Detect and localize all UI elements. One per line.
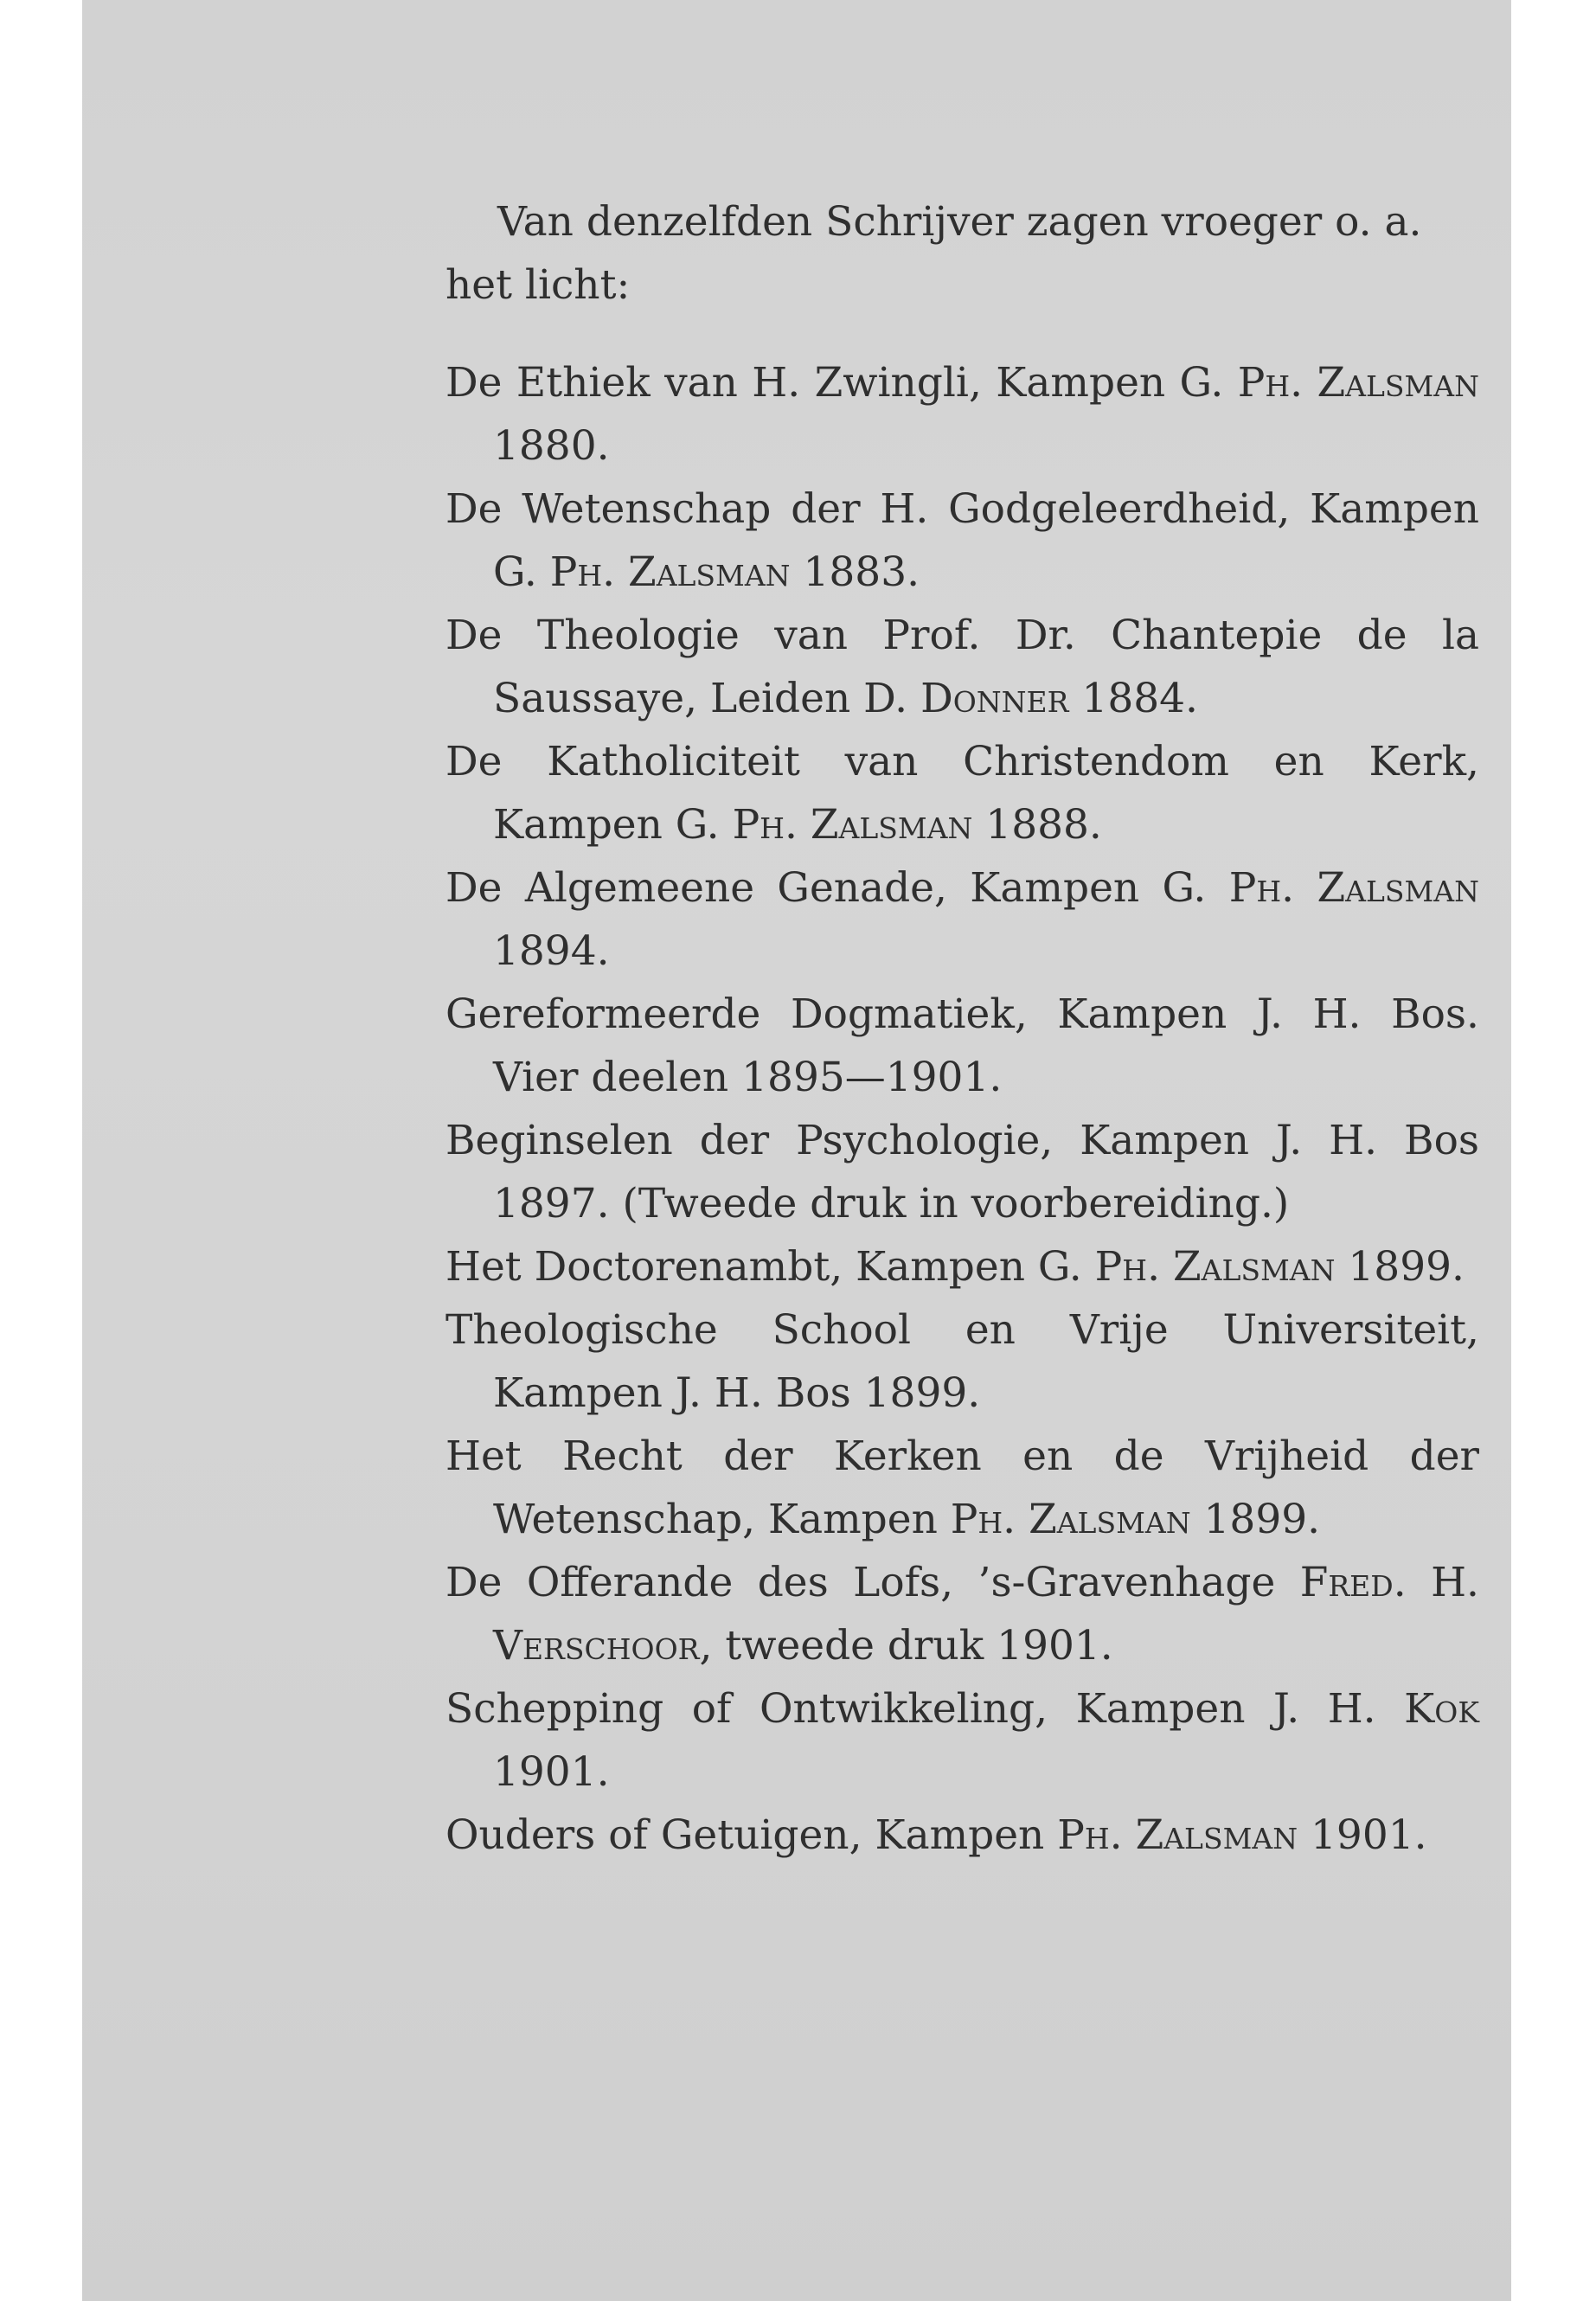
bibliography-entry: Beginselen der Psychologie, Kampen J. H. Bos 1897. (Tweede druk in voorbereiding.) <box>445 1117 1479 1227</box>
bibliography-entry: De Offerande des Lofs, ’s-Gravenhage Fred. H. Verschoor, tweede druk 1901. <box>445 1559 1479 1670</box>
bibliography-entry: Het Doctorenambt, Kampen G. Ph. Zalsman 1899. <box>445 1243 1465 1291</box>
intro-line-1: Van denzelfden Schrijver zagen vroeger o. a. <box>497 198 1422 246</box>
bibliography-entry: De Katholiciteit van Christendom en Kerk, Kampen G. Ph. Zalsman 1888. <box>445 738 1479 849</box>
bibliography-entry: De Algemeene Genade, Kampen G. Ph. Zalsman 1894. <box>445 864 1479 975</box>
intro-line-2: het licht: <box>445 261 631 309</box>
bibliography-entry: Ouders of Getuigen, Kampen Ph. Zalsman 1901. <box>445 1811 1427 1859</box>
bibliography-entry: Theologische School en Vrije Universiteit, Kampen J. H. Bos 1899. <box>445 1306 1479 1417</box>
bibliography-entry: De Ethiek van H. Zwingli, Kampen G. Ph. Zalsman 1880. <box>445 359 1479 470</box>
bibliography-entry: De Theologie van Prof. Dr. Chantepie de la Saussaye, Leiden D. Donner 1884. <box>445 612 1479 722</box>
bibliography-entry: Gereformeerde Dogmatiek, Kampen J. H. Bos. Vier deelen 1895—1901. <box>445 990 1479 1101</box>
bibliography-entry: Het Recht der Kerken en de Vrijheid der Wetenschap, Kampen Ph. Zalsman 1899. <box>445 1433 1479 1543</box>
bibliography-text <box>445 190 1479 1867</box>
book-page <box>82 0 1511 2301</box>
intro-paragraph <box>445 190 1479 317</box>
bibliography-entry: Schepping of Ontwikkeling, Kampen J. H. Kok 1901. <box>445 1685 1479 1796</box>
bibliography-entry: De Wetenschap der H. Godgeleerdheid, Kampen G. Ph. Zalsman 1883. <box>445 485 1479 596</box>
